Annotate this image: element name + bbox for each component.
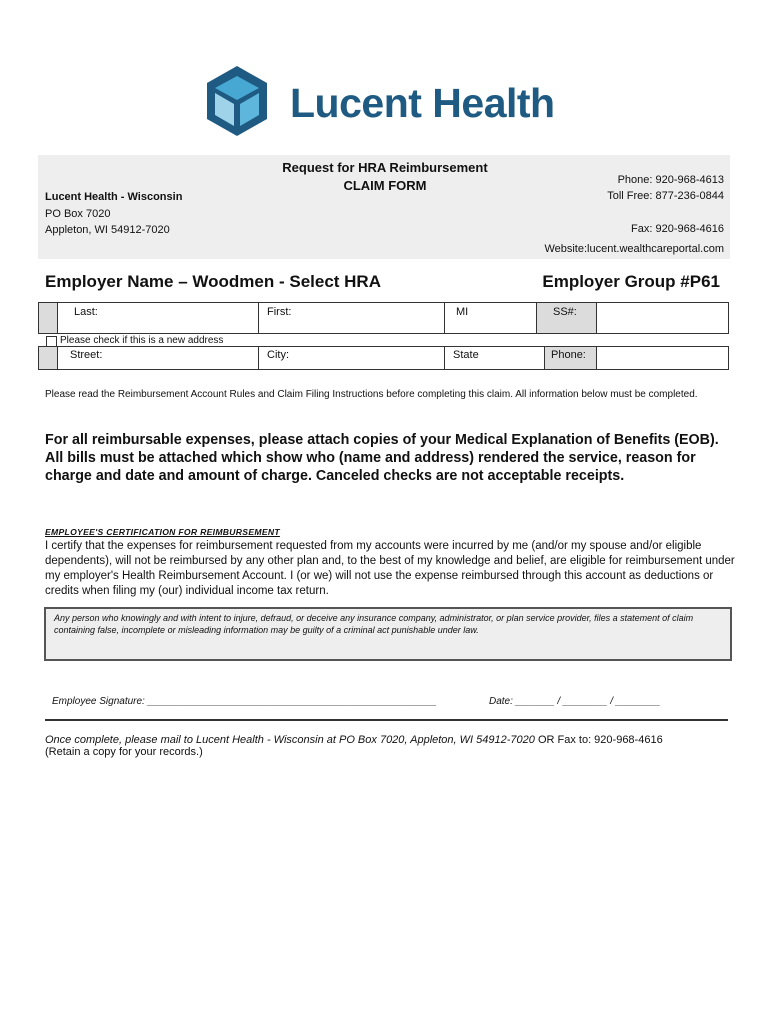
city-label: City: — [267, 349, 289, 361]
ss-label-cell — [536, 303, 596, 333]
first-name-field[interactable] — [258, 303, 444, 333]
state-field[interactable] — [444, 347, 544, 369]
employer-group: Employer Group #P61 — [542, 272, 720, 291]
hexagon-cube-icon — [207, 66, 267, 136]
logo-wordmark: Lucent Health — [290, 80, 555, 126]
org-fax: Fax: 920-968-4616 — [631, 223, 724, 235]
state-label: State — [453, 349, 479, 361]
last-name-field[interactable] — [58, 303, 258, 333]
row1-side-block — [38, 302, 58, 334]
employer-name: Employer Name – Woodmen - Select HRA — [45, 272, 381, 291]
org-po-box: PO Box 7020 — [45, 208, 111, 220]
instructions-text: Please read the Reimbursement Account Rules and Claim Filing Instructions before completing this claim. All information below must be completed. — [45, 389, 698, 400]
phone-label-cell — [544, 347, 596, 369]
org-name: Lucent Health - Wisconsin — [45, 191, 183, 203]
name-row — [57, 302, 729, 334]
org-toll-free: Toll Free: 877-236-0844 — [607, 190, 724, 202]
form-title: Request for HRA Reimbursement — [282, 160, 488, 175]
fraud-warning-text: Any person who knowingly and with intent to injure, defraud, or deceive any insurance company, administrator, or plan service provider, files a statement of claim containing false, incomplete or misleading information may be guilty of a criminal act punishable under law. — [54, 613, 694, 635]
last-label: Last: — [74, 306, 98, 318]
divider — [45, 719, 728, 721]
certification-heading: EMPLOYEE'S CERTIFICATION FOR REIMBURSEMENT — [45, 527, 280, 537]
form-subtitle: CLAIM FORM — [343, 178, 427, 193]
ss-field[interactable] — [596, 303, 730, 333]
fax-text: OR Fax to: 920-968-4616 — [534, 734, 663, 746]
phone-field[interactable] — [596, 347, 730, 369]
first-label: First: — [267, 306, 292, 318]
org-city: Appleton, WI 54912-7020 — [45, 224, 170, 236]
city-field[interactable] — [258, 347, 444, 369]
employee-signature-line[interactable]: Employee Signature: ____________________________________________________ — [52, 696, 437, 707]
phone-label: Phone: — [551, 349, 586, 361]
row2-side-block — [38, 346, 58, 370]
mi-label: MI — [456, 306, 469, 318]
mail-instructions — [45, 733, 735, 747]
mi-field[interactable] — [444, 303, 536, 333]
retain-copy-note: (Retain a copy for your records.) — [45, 746, 203, 758]
eob-notice: For all reimbursable expenses, please attach copies of your Medical Explanation of Benefits (EOB). All bills must be attached which show who (name and address) rendered the service, reason for charge and date and amount of charge. Canceled checks are not acceptable receipts. — [45, 432, 719, 484]
street-label: Street: — [70, 349, 103, 361]
street-field[interactable] — [58, 347, 258, 369]
org-phone: Phone: 920-968-4613 — [617, 174, 724, 186]
ss-label: SS#: — [553, 306, 577, 318]
mail-address-text: Once complete, please mail to Lucent Health - Wisconsin at PO Box 7020, Appleton, WI 54912-7020 — [45, 734, 535, 746]
date-line[interactable]: Date: _______ / ________ / ________ — [489, 696, 661, 707]
address-row — [57, 346, 729, 370]
new-address-label: Please check if this is a new address — [60, 335, 224, 346]
certification-text: I certify that the expenses for reimbursement requested from my accounts were incurred by me (and/or my spouse and/or eligible dependents), will not be reimbursed by any other plan and, to the best of my knowledge and belief, are eligible for reimbursement under my employer's Health Reimbursement Account. I (or we) will not use the expense reimbursed through this account as deductions or credits when filing my (our) individual income tax return. — [45, 540, 735, 597]
org-website[interactable]: Website:lucent.wealthcareportal.com — [544, 243, 724, 255]
fraud-warning-box — [44, 607, 732, 661]
